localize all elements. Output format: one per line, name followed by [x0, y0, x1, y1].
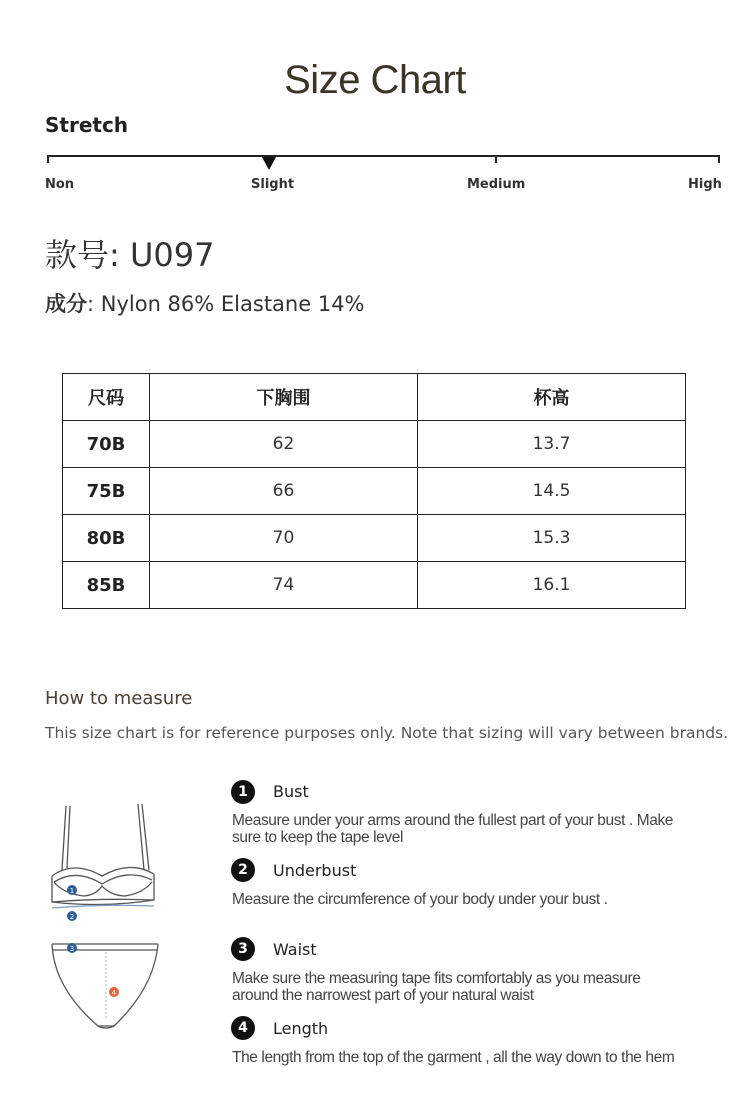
bra-illustration-icon — [44, 798, 162, 924]
illustration-marker-3-label: 3 — [69, 945, 75, 953]
step-4-number-icon: 4 — [231, 1016, 255, 1040]
cell-size: 80B — [63, 515, 150, 562]
stretch-level-slight: Slight — [251, 177, 295, 192]
page-title: Size Chart — [284, 58, 466, 102]
step-2-title: Underbust — [273, 861, 357, 880]
how-to-measure-title: How to measure — [45, 688, 193, 709]
table-header-row — [63, 374, 686, 421]
material-colon: : — [87, 292, 95, 316]
cell-underbust: 66 — [150, 468, 418, 515]
material-prefix: 成分 — [45, 292, 87, 316]
header-cup-height: 杯高 — [418, 374, 686, 421]
cell-size: 75B — [63, 468, 150, 515]
cell-underbust: 70 — [150, 515, 418, 562]
table-row — [63, 468, 686, 515]
illustration-marker-1-label: 1 — [69, 887, 75, 895]
step-3-title: Waist — [273, 940, 317, 959]
table-row — [63, 515, 686, 562]
step-1-title: Bust — [273, 782, 309, 801]
scale-tick-high — [718, 155, 720, 163]
size-table — [62, 373, 686, 609]
header-underbust: 下胸围 — [150, 374, 418, 421]
step-4-title: Length — [273, 1019, 329, 1038]
step-2-number-icon: 2 — [231, 858, 255, 882]
illustration-marker-2-label: 2 — [69, 913, 75, 921]
step-3-description-line-2: around the narrowest part of your natural waist — [232, 987, 534, 1004]
cell-cup-height: 16.1 — [418, 562, 686, 609]
step-3-number-icon: 3 — [231, 937, 255, 961]
material-info — [45, 288, 365, 318]
material-text: Nylon 86% Elastane 14% — [94, 292, 365, 316]
cell-cup-height: 15.3 — [418, 515, 686, 562]
table-row — [63, 421, 686, 468]
stretch-level-medium: Medium — [467, 177, 526, 192]
scale-tick-medium — [495, 155, 497, 163]
table-row — [63, 562, 686, 609]
step-1-description-line-2: sure to keep the tape level — [232, 829, 404, 846]
cell-cup-height: 13.7 — [418, 421, 686, 468]
step-1-number-icon: 1 — [231, 780, 255, 804]
step-1-description-line-1: Measure under your arms around the fullest part of your bust . Make — [232, 812, 674, 829]
stretch-level-high: High — [688, 177, 722, 192]
reference-note: This size chart is for reference purposes only. Note that sizing will vary between brands. — [45, 724, 729, 742]
header-size: 尺码 — [63, 374, 150, 421]
stretch-level-non: Non — [45, 177, 75, 192]
illustration-marker-4-label: 4 — [111, 989, 117, 997]
cell-underbust: 62 — [150, 421, 418, 468]
cell-underbust: 74 — [150, 562, 418, 609]
cell-size: 85B — [63, 562, 150, 609]
scale-tick-non — [47, 155, 49, 163]
step-3-description-line-1: Make sure the measuring tape fits comfortably as you measure — [232, 970, 641, 987]
stretch-label: Stretch — [45, 113, 129, 137]
cell-size: 70B — [63, 421, 150, 468]
cell-cup-height: 14.5 — [418, 468, 686, 515]
brief-illustration-icon — [48, 938, 166, 1036]
step-2-description-line-1: Measure the circumference of your body under your bust . — [232, 891, 608, 908]
stretch-scale-line — [47, 155, 720, 157]
stretch-pointer-icon — [262, 157, 276, 170]
step-4-description-line-1: The length from the top of the garment , all the way down to the hem — [232, 1049, 675, 1066]
model-number: 款号: U097 — [45, 236, 215, 274]
